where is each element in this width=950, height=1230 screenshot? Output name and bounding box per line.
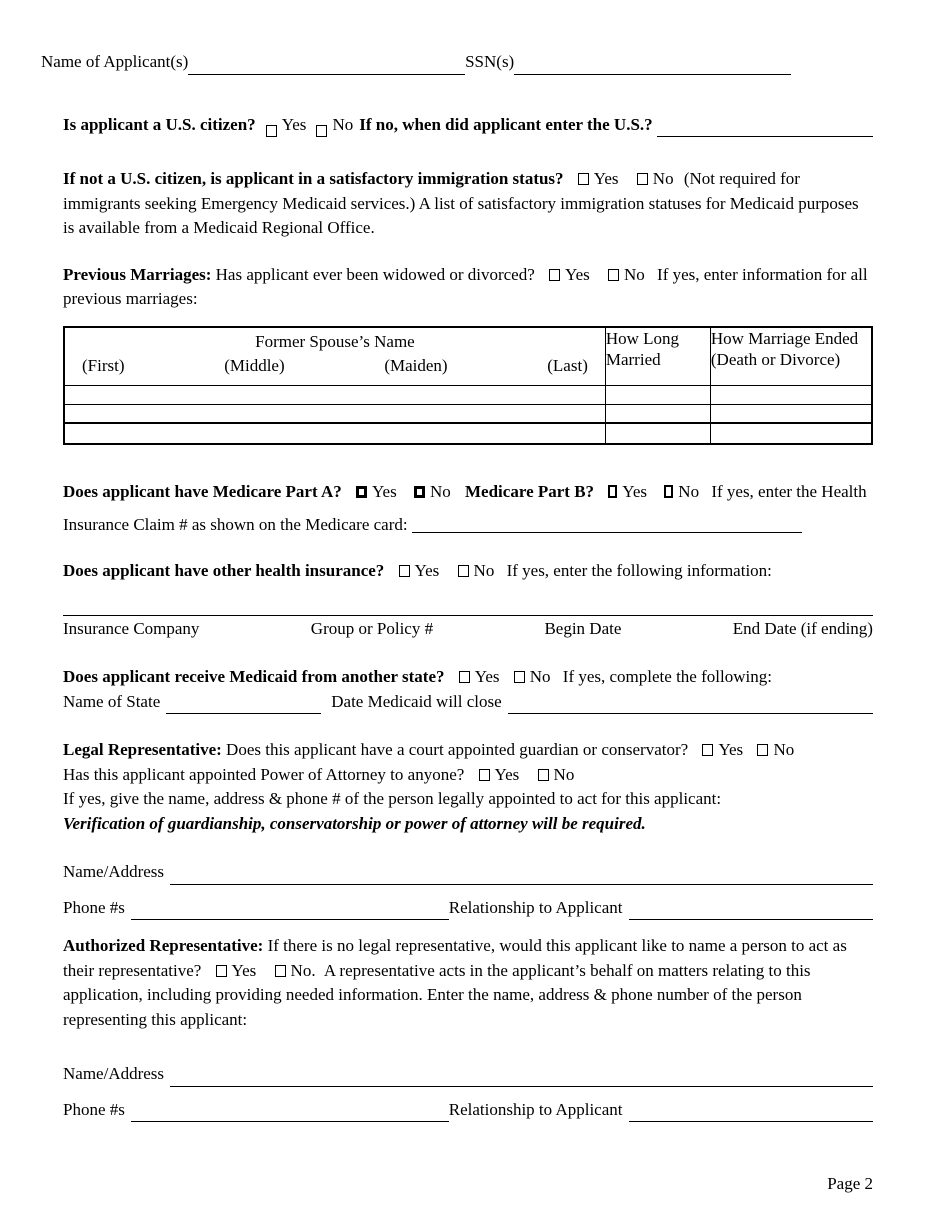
medicare-a-no-label: No [429, 482, 451, 501]
spouse-row-3-name-cell[interactable] [64, 423, 605, 444]
authorized-rep-name-address-label: Name/Address [63, 1064, 165, 1083]
medicaid-close-date-label: Date Medicaid will close [331, 691, 502, 711]
authorized-rep-no-label: No. [290, 960, 316, 980]
citizen-no-checkbox[interactable] [316, 125, 327, 137]
poa-yes-checkbox[interactable] [479, 769, 490, 781]
spouse-row-2-howlong-cell[interactable] [605, 404, 710, 423]
authorized-rep-relationship-field[interactable] [629, 1117, 874, 1122]
spouse-row-3-howlong-cell[interactable] [605, 423, 710, 444]
name-of-state-field[interactable] [166, 709, 321, 714]
end-date-label: End Date (if ending) [732, 618, 873, 638]
poa-no-checkbox[interactable] [538, 769, 549, 781]
legal-rep-instruction: If yes, give the name, address & phone # of the person legally appointed to act for this applicant: [63, 789, 722, 808]
other-insurance-yes-label: Yes [414, 561, 440, 580]
immigration-note: (Not required for immigrants seeking Emergency Medicaid services.) A list of satisfactory immigration statuses for Medicaid purposes is available from a Medicaid Regional Office. [63, 169, 859, 237]
spouse-last-label: (Last) [547, 356, 588, 375]
guardian-question-line [63, 738, 873, 763]
authorized-representative-paragraph [63, 934, 873, 1032]
authorized-rep-name-address-row [63, 1062, 873, 1087]
authorized-rep-phone-row [63, 1098, 873, 1123]
insurance-entry-field[interactable] [63, 615, 873, 616]
other-insurance-yes-checkbox[interactable] [399, 565, 410, 577]
legal-rep-name-address-label: Name/Address [63, 862, 165, 881]
legal-representative-section [63, 738, 873, 836]
citizen-yes-label: Yes [281, 114, 307, 134]
poa-yes-label: Yes [494, 764, 520, 784]
poa-no-label: No [553, 764, 575, 784]
medicaid-state-yes-label: Yes [474, 667, 500, 686]
insurance-column-labels [63, 617, 873, 642]
medicare-part-a-question: Does applicant have Medicare Part A? [63, 482, 342, 501]
legal-rep-phone-field[interactable] [131, 915, 449, 920]
guardian-yes-label: Yes [718, 740, 744, 759]
how-long-married-header: How Long Married [605, 327, 710, 386]
previous-marriages-followup: If yes, enter information for all previous marriages: [63, 264, 868, 308]
how-marriage-ended-header: How Marriage Ended (Death or Divorce) [710, 327, 872, 386]
other-insurance-question: Does applicant have other health insurance? [63, 561, 385, 580]
previous-marriages-no-label: No [624, 264, 645, 284]
spouse-row-3[interactable] [64, 423, 872, 444]
spouse-name-header-cell [64, 327, 605, 386]
insurance-company-label: Insurance Company [63, 618, 200, 638]
medicaid-state-fields-row [63, 690, 873, 715]
legal-rep-name-address-row [63, 860, 873, 885]
medicaid-other-state-question: Does applicant receive Medicaid from another state? [63, 667, 445, 686]
guardian-no-checkbox[interactable] [757, 744, 768, 756]
medicare-b-no-label: No [678, 482, 700, 501]
previous-marriages-no-checkbox[interactable] [608, 269, 619, 281]
medicare-b-yes-checkbox[interactable] [608, 485, 617, 498]
medicare-a-no-checkbox[interactable] [414, 486, 425, 498]
former-spouse-header-row [64, 327, 872, 386]
spouse-name-header: Former Spouse’s Name [255, 331, 415, 351]
medicare-b-no-checkbox[interactable] [664, 485, 673, 498]
immigration-status-paragraph [63, 167, 873, 241]
spouse-row-2-name-cell[interactable] [64, 404, 605, 423]
medicare-part-b-question: Medicare Part B? [465, 482, 595, 501]
authorized-rep-question: If there is no legal representative, would this applicant like to name a person to act as their representative? [63, 936, 847, 980]
authorized-rep-description: A representative acts in the applicant’s behalf on matters relating to this application, including providing needed information. Enter the name, address & phone number of the person representing this applicant: [63, 960, 811, 1029]
medicaid-state-no-label: No [529, 667, 551, 686]
poa-question-line [63, 763, 873, 788]
citizen-yes-checkbox[interactable] [266, 125, 277, 137]
verification-note: Verification of guardianship, conservatorship or power of attorney will be required. [63, 813, 646, 833]
legal-rep-name-address-field[interactable] [170, 880, 873, 885]
poa-question: Has this applicant appointed Power of Attorney to anyone? [63, 764, 465, 784]
page-number: Page 2 [827, 1174, 873, 1193]
spouse-row-2-ended-cell[interactable] [710, 404, 872, 423]
authorized-rep-no-checkbox[interactable] [275, 965, 286, 977]
guardian-no-label: No [773, 740, 795, 759]
begin-date-label: Begin Date [544, 618, 622, 638]
legal-representative-title: Legal Representative: [63, 740, 222, 759]
spouse-middle-label: (Middle) [224, 356, 285, 375]
previous-marriages-question: Has applicant ever been widowed or divorced? [215, 264, 535, 284]
legal-rep-phone-label: Phone #s [63, 897, 125, 917]
citizen-no-label: No [332, 114, 354, 134]
medicaid-state-yes-checkbox[interactable] [459, 671, 470, 683]
immigration-yes-label: Yes [593, 169, 619, 188]
other-insurance-line [63, 559, 873, 584]
legal-rep-relationship-field[interactable] [629, 915, 874, 920]
authorized-rep-relationship-label: Relationship to Applicant [448, 1099, 623, 1119]
authorized-rep-phone-label: Phone #s [63, 1099, 125, 1119]
group-policy-label: Group or Policy # [310, 618, 434, 638]
ssn-field[interactable] [514, 70, 791, 75]
authorized-rep-phone-field[interactable] [131, 1117, 449, 1122]
name-of-state-label: Name of State [63, 691, 161, 711]
spouse-row-1-howlong-cell[interactable] [605, 385, 710, 404]
ssn-label: SSN(s) [465, 52, 515, 71]
previous-marriages-yes-label: Yes [565, 264, 590, 284]
medicaid-other-state-line [63, 665, 873, 690]
citizen-question-line [63, 113, 873, 138]
spouse-maiden-label: (Maiden) [384, 356, 448, 375]
authorized-rep-yes-checkbox[interactable] [216, 965, 227, 977]
spouse-row-1-name-cell[interactable] [64, 385, 605, 404]
medicaid-other-state-section [63, 665, 873, 714]
spouse-name-subheaders [65, 354, 605, 385]
medicaid-state-no-checkbox[interactable] [514, 671, 525, 683]
applicant-name-ssn-row [41, 50, 791, 75]
former-spouse-table [63, 326, 873, 446]
citizen-entry-date-question: If no, when did applicant enter the U.S.? [359, 114, 653, 134]
other-insurance-no-checkbox[interactable] [458, 565, 469, 577]
spouse-row-1-ended-cell[interactable] [710, 385, 872, 404]
spouse-first-label: (First) [82, 356, 125, 375]
legal-rep-relationship-label: Relationship to Applicant [448, 897, 623, 917]
previous-marriages-paragraph [63, 263, 873, 312]
other-insurance-no-label: No [473, 561, 495, 580]
medicare-a-yes-checkbox[interactable] [356, 486, 367, 498]
immigration-no-checkbox[interactable] [637, 173, 648, 185]
citizen-question: Is applicant a U.S. citizen? [63, 114, 256, 134]
spouse-row-1[interactable] [64, 385, 872, 404]
medicaid-state-followup: If yes, complete the following: [562, 667, 772, 686]
medicare-a-yes-label: Yes [371, 482, 397, 501]
medicare-claim-followup: If yes, enter the Health Insurance Claim # as shown on the Medicare card: [63, 482, 867, 534]
authorized-representative-title: Authorized Representative: [63, 936, 264, 955]
guardian-question: Does this applicant have a court appointed guardian or conservator? [226, 740, 689, 759]
medicare-claim-number-field[interactable] [412, 519, 802, 533]
authorized-rep-name-address-field[interactable] [170, 1082, 873, 1087]
citizen-entry-date-field[interactable] [657, 132, 873, 137]
spouse-row-3-ended-cell[interactable] [710, 423, 872, 444]
name-of-applicants-field[interactable] [188, 70, 465, 75]
guardian-yes-checkbox[interactable] [702, 744, 713, 756]
medicaid-close-date-field[interactable] [508, 709, 873, 714]
immigration-yes-checkbox[interactable] [578, 173, 589, 185]
other-insurance-followup: If yes, enter the following information: [506, 561, 772, 580]
legal-rep-phone-row [63, 896, 873, 921]
previous-marriages-yes-checkbox[interactable] [549, 269, 560, 281]
name-of-applicants-label: Name of Applicant(s) [41, 52, 189, 71]
spouse-row-2[interactable] [64, 404, 872, 423]
medicare-paragraph [63, 475, 873, 541]
previous-marriages-title: Previous Marriages: [63, 264, 212, 284]
immigration-no-label: No [652, 169, 674, 188]
immigration-question: If not a U.S. citizen, is applicant in a satisfactory immigration status? [63, 169, 564, 188]
authorized-rep-yes-label: Yes [231, 960, 257, 980]
medicare-b-yes-label: Yes [622, 482, 648, 501]
